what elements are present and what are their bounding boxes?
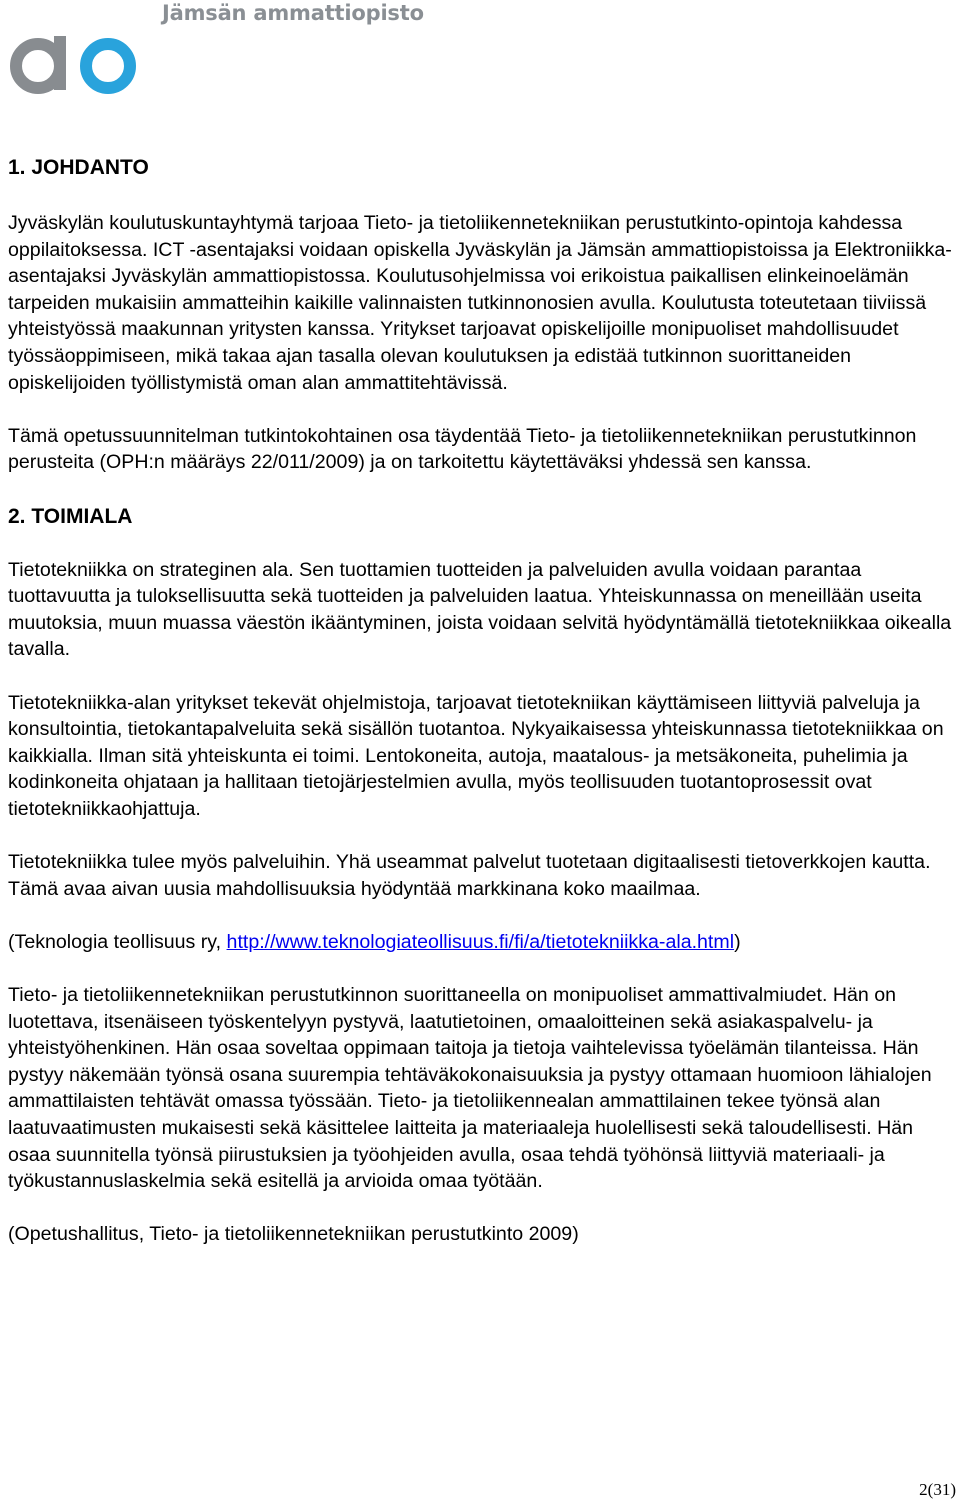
toimiala-paragraph-1: Tietotekniikka on strateginen ala. Sen tuottamien tuotteiden ja palveluiden avulla voidaan parantaa tuottavuutta ja tuloksellisuutta sekä tuotteiden ja palveluiden laatua. Yhteiskunnassa on meneillään useita muutoksia, muun muassa väestön ikääntyminen, joista voidaan selvitä hyödyntämällä tietotekniikkaa oikealla tavalla. — [8, 558, 952, 661]
reference-suffix: ) — [734, 930, 741, 953]
teknologiateollisuus-link[interactable]: http://www.teknologiateollisuus.fi/fi/a/tietotekniikka-ala.html — [226, 930, 735, 953]
intro-paragraph-1: Jyväskylän koulutuskuntayhtymä tarjoaa Tieto- ja tietoliikennetekniikan perustutkinto-opintoja kahdessa oppilaitoksessa. ICT -asentajaksi voidaan opiskella Jyväskylän ja Jämsän ammattiopistoissa ja Elektroniikka-asentajaksi Jyväskylän ammattiopistossa. Koulutusohjelmissa voi erikoistua paikallisen elinkeinoelämän tarpeiden mukaisiin ammatteihin kaikille valinnaisten tutkinnonosien avulla. Koulutusta toteutetaan tiiviissä yhteistyössä maakunnan yritysten kanssa. Yritykset tarjoavat opiskelijoille monipuoliset mahdollisuudet työssäoppimiseen, mikä takaa ajan tasalla olevan koulutuksen ja edistää tutkinnon suorittaneiden opiskelijoiden työllistymistä oman alan ammattitehtävissä. — [8, 212, 952, 394]
section-heading-johdanto: 1. JOHDANTO — [8, 156, 149, 179]
school-name: Jämsän ammattiopisto — [162, 1, 424, 25]
intro-paragraph-2: Tämä opetussuunnitelman tutkintokohtainen osa täydentää Tieto- ja tietoliikennetekniikan perustutkinnon perusteita (OPH:n määräys 22/011/2009) ja on tarkoitettu käytettäväksi yhdessä sen kanssa. — [8, 424, 917, 474]
toimiala-paragraph-4: Tieto- ja tietoliikennetekniikan perustutkinnon suorittaneella on monipuoliset ammattivalmiudet. Hän on luotettava, itsenäiseen työskentelyyn pystyvä, laatutietoinen, omaaloitteinen sekä asiakaspalvelu- ja yhteistyöhenkinen. Hän osaa soveltaa oppimaan taitoja ja tietoja vaihtelevissa työelämän tilanteissa. Hän pystyy näkemään työnsä osana suurempia tehtäväkokonaisuuksia ja pystyy ottamaan huomioon lähialojen ammattilaisten tehtävät omassa työssään. Tieto- ja tietoliikennealan ammattilainen tekee työnsä alan laatuvaatimusten mukaisesti sekä käsittelee laitteita ja materiaaleja huolellisesti sekä taloudellisesti. Hän osaa suunnitella työnsä piirustuksien ja työohjeiden avulla, osaa tehdä työhönsä liittyviä materiaali- ja työkustannuslaskelmia sekä esitellä ja arvioida omaa työtään. — [8, 984, 932, 1193]
ao-logo-icon — [6, 22, 156, 98]
reference-opetushallitus: (Opetushallitus, Tieto- ja tietoliikennetekniikan perustutkinto 2009) — [8, 1223, 579, 1246]
reference-prefix: (Teknologia teollisuus ry, — [8, 930, 227, 953]
document-body — [8, 154, 952, 1275]
section-heading-toimiala: 2. TOIMIALA — [8, 504, 133, 528]
page-number: 2(31) — [919, 1480, 956, 1499]
document-header — [6, 0, 424, 100]
toimiala-paragraph-2: Tietotekniikka-alan yritykset tekevät ohjelmistoja, tarjoavat tietotekniikan käyttämiseen liittyviä palveluja ja konsultointia, tietokantapalveluita sekä sisällön tuotantoa. Nykyaikaisessa yhteiskunnassa tietotekniikkaa on kaikkialla. Ilman sitä yhteiskunta ei toimi. Lentokoneita, autoja, maatalous- ja metsäkoneita, puhelimia ja kodinkoneita ohjataan ja hallitaan tietojärjestelmien avulla, myös teollisuuden tuotantoprosessit ovat tietotekniikkaohjattuja. — [8, 691, 944, 820]
reference-teknologiateollisuus — [8, 929, 952, 956]
toimiala-paragraph-3: Tietotekniikka tulee myös palveluihin. Yhä useammat palvelut tuotetaan digitaalisesti tietoverkkojen kautta. Tämä avaa aivan uusia mahdollisuuksia hyödyntää markkinana koko maailmaa. — [8, 851, 931, 900]
